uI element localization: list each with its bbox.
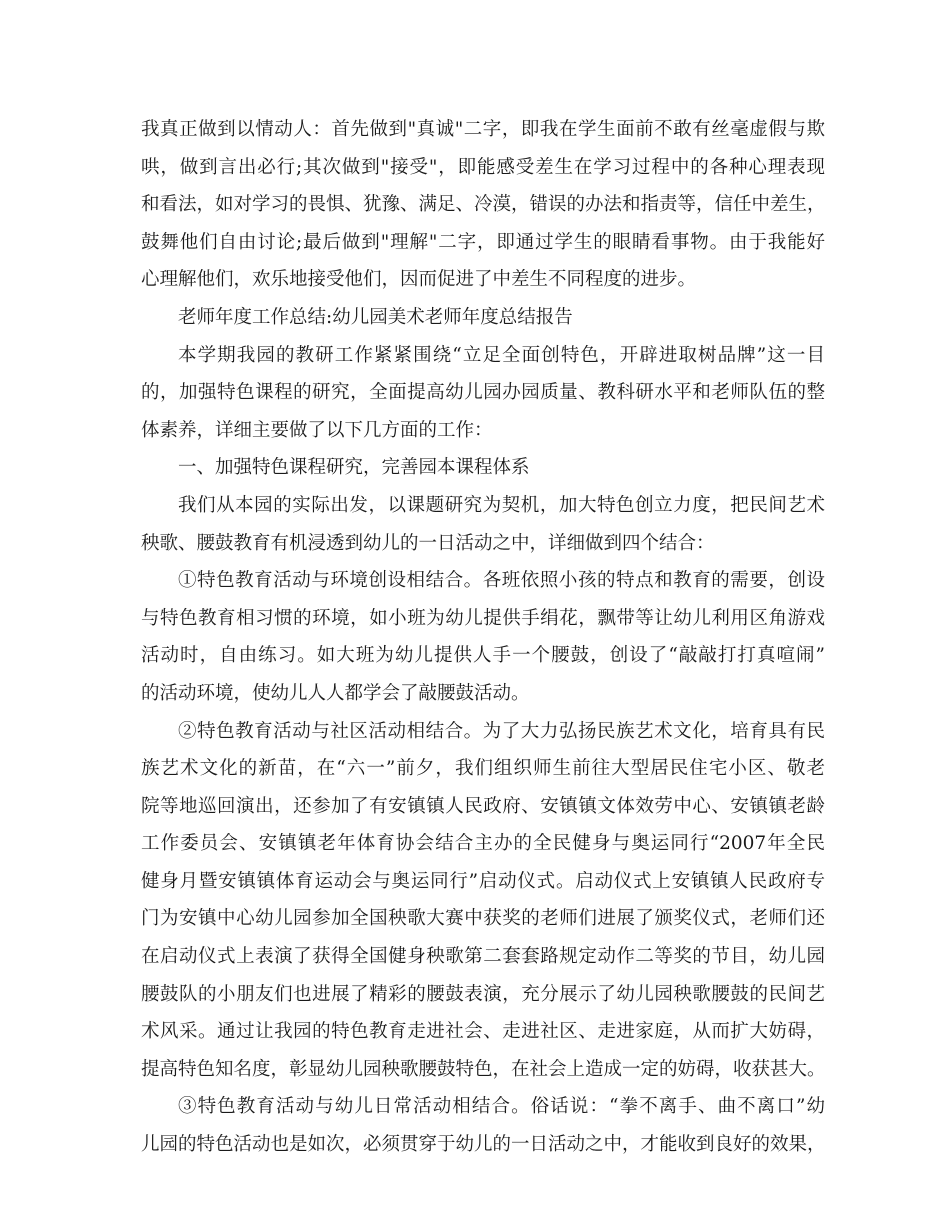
text-line: 术风采。通过让我园的特色教育走进社会、走进社区、走进家庭，从而扩大妨碍， bbox=[141, 1021, 825, 1043]
text-line: 工作委员会、安镇镇老年体育协会结合主办的全民健身与奥运同行“2007年全民 bbox=[141, 833, 825, 855]
text-line: 提高特色知名度，彰显幼儿园秧歌腰鼓特色，在社会上造成一定的妨碍，收获甚大。 bbox=[141, 1058, 826, 1080]
text-line: 我真正做到以情动人：首先做到"真诚"二字，即我在学生面前不敢有丝毫虚假与欺 bbox=[141, 119, 825, 140]
text-line: 体素养，详细主要做了以下几方面的工作： bbox=[141, 419, 493, 441]
text-line: 哄，做到言出必行;其次做到"接受"，即能感受差生在学习过程中的各种心理表现 bbox=[141, 156, 825, 178]
text-line: 的，加强特色课程的研究，全面提高幼儿园办园质量、教科研水平和老师队伍的整 bbox=[141, 382, 825, 404]
text-line: 一、加强特色课程研究，完善园本课程体系 bbox=[178, 457, 530, 479]
text-line: 与特色教育相习惯的环境，如小班为幼儿提供手绢花，飘带等让幼儿利用区角游戏 bbox=[141, 607, 825, 629]
text-line: 老师年度工作总结:幼儿园美术老师年度总结报告 bbox=[178, 306, 573, 328]
text-line: 的活动环境，使幼儿人人都学会了敲腰鼓活动。 bbox=[141, 682, 530, 704]
text-line: 族艺术文化的新苗，在“六一”前夕，我们组织师生前往大型居民住宅小区、敬老 bbox=[141, 758, 825, 780]
text-line: 腰鼓队的小朋友们也进展了精彩的腰鼓表演，充分展示了幼儿园秧歌腰鼓的民间艺 bbox=[141, 983, 825, 1005]
text-line: ①特色教育活动与环境创设相结合。各班依照小孩的特点和教育的需要，创设 bbox=[178, 570, 825, 592]
text-line: 健身月暨安镇镇体育运动会与奥运同行”启动仪式。启动仪式上安镇镇人民政府专 bbox=[141, 870, 825, 892]
text-line: 和看法，如对学习的畏惧、犹豫、满足、冷漠，错误的办法和指责等，信任中差生， bbox=[141, 194, 826, 216]
text-line: 心理解他们，欢乐地接受他们，因而促进了中差生不同程度的进步。 bbox=[141, 269, 697, 291]
text-line: 秧歌、腰鼓教育有机浸透到幼儿的一日活动之中，详细做到四个结合： bbox=[141, 532, 715, 554]
text-line: ②特色教育活动与社区活动相结合。为了大力弘扬民族艺术文化，培育具有民 bbox=[178, 720, 825, 742]
text-line: 活动时，自由练习。如大班为幼儿提供人手一个腰鼓，创设了“敲敲打打真喧闹” bbox=[141, 645, 825, 667]
text-line: ③特色教育活动与幼儿日常活动相结合。俗话说：“拳不离手、曲不离口”幼 bbox=[178, 1096, 825, 1118]
text-line: 鼓舞他们自由讨论;最后做到"理解"二字，即通过学生的眼睛看事物。由于我能好 bbox=[141, 231, 825, 253]
text-line: 我们从本园的实际出发，以课题研究为契机，加大特色创立力度，把民间艺术 bbox=[178, 494, 825, 516]
text-line: 门为安镇中心幼儿园参加全国秧歌大赛中获奖的老师们进展了颁奖仪式，老师们还 bbox=[141, 908, 825, 930]
text-line: 本学期我园的教研工作紧紧围绕“立足全面创特色，开辟进取树品牌”这一目 bbox=[178, 344, 825, 366]
text-line: 院等地巡回演出，还参加了有安镇镇人民政府、安镇镇文体效劳中心、安镇镇老龄 bbox=[141, 795, 825, 817]
text-line: 儿园的特色活动也是如次，必须贯穿于幼儿的一日活动之中，才能收到良好的效果， bbox=[141, 1134, 826, 1156]
document-body bbox=[141, 111, 825, 1164]
text-line: 在启动仪式上表演了获得全国健身秧歌第二套套路规定动作二等奖的节目，幼儿园 bbox=[141, 946, 825, 968]
